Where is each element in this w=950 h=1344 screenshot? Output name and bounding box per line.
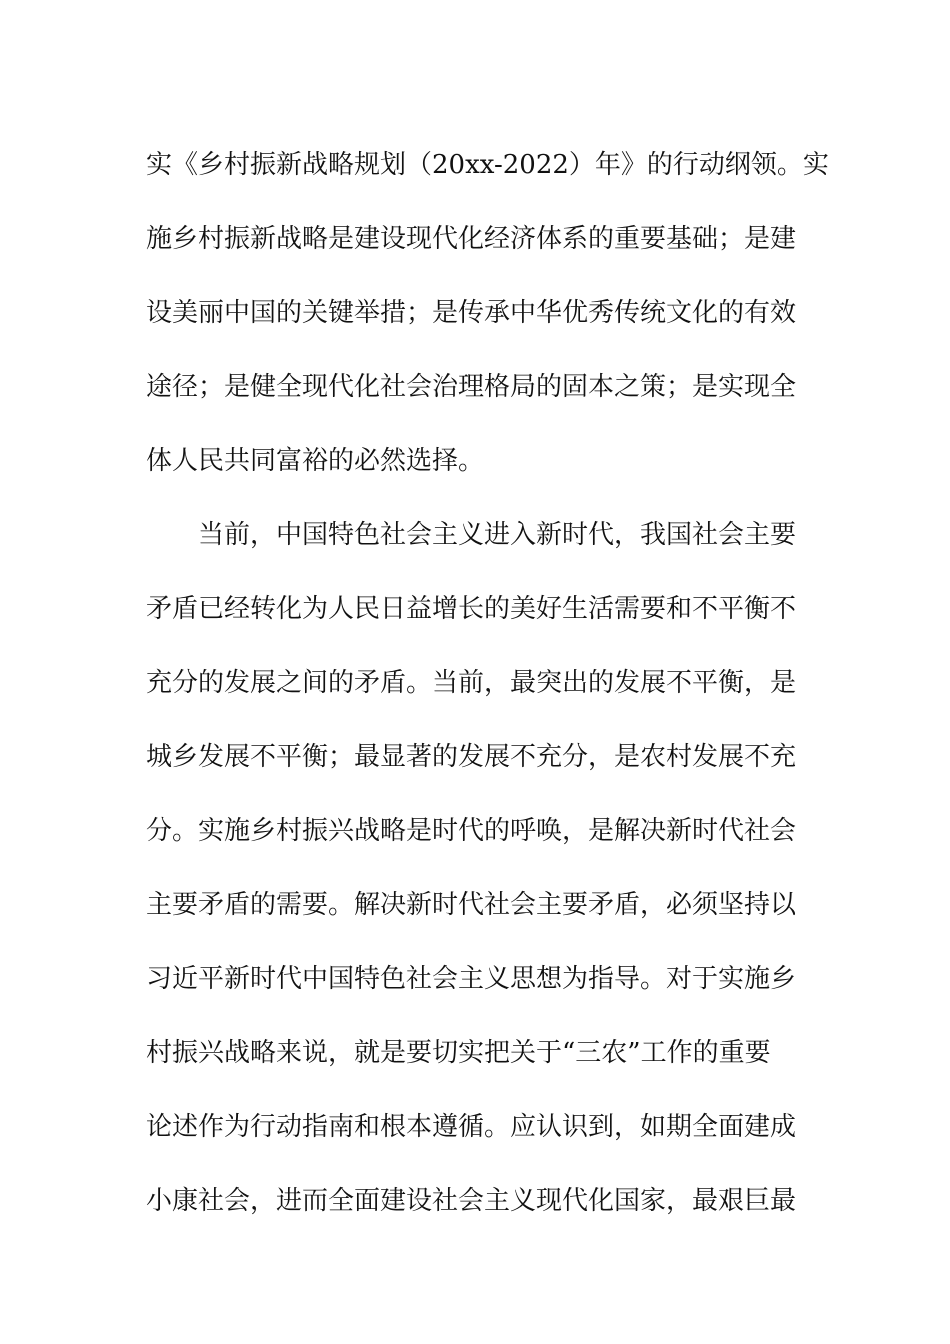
- text-line: 矛盾已经转化为人民日益增长的美好生活需要和不平衡不: [146, 594, 797, 624]
- text-line: 实《乡村振新战略规划（20xx-2022）年》的行动纲领。实: [146, 150, 829, 180]
- text-line: 充分的发展之间的矛盾。当前，最突出的发展不平衡，是: [146, 668, 797, 698]
- paragraph-start-line: 当前，中国特色社会主义进入新时代，我国社会主要: [198, 520, 797, 550]
- text-line: 途径；是健全现代化社会治理格局的固本之策；是实现全: [146, 372, 797, 402]
- text-line: 城乡发展不平衡；最显著的发展不充分，是农村发展不充: [146, 742, 797, 772]
- text-line: 主要矛盾的需要。解决新时代社会主要矛盾，必须坚持以: [146, 890, 797, 920]
- text-line: 村振兴战略来说，就是要切实把关于“三农”工作的重要: [146, 1038, 771, 1068]
- text-line: 习近平新时代中国特色社会主义思想为指导。对于实施乡: [146, 964, 797, 994]
- text-line: 施乡村振新战略是建设现代化经济体系的重要基础；是建: [146, 224, 797, 254]
- document-body-text: [146, 128, 829, 1238]
- text-line: 论述作为行动指南和根本遵循。应认识到，如期全面建成: [146, 1112, 797, 1142]
- text-line: 小康社会，进而全面建设社会主义现代化国家，最艰巨最: [146, 1186, 797, 1216]
- text-line: 体人民共同富裕的必然选择。: [146, 446, 485, 476]
- text-line: 分。实施乡村振兴战略是时代的呼唤，是解决新时代社会: [146, 816, 797, 846]
- text-line: 设美丽中国的关键举措；是传承中华优秀传统文化的有效: [146, 298, 797, 328]
